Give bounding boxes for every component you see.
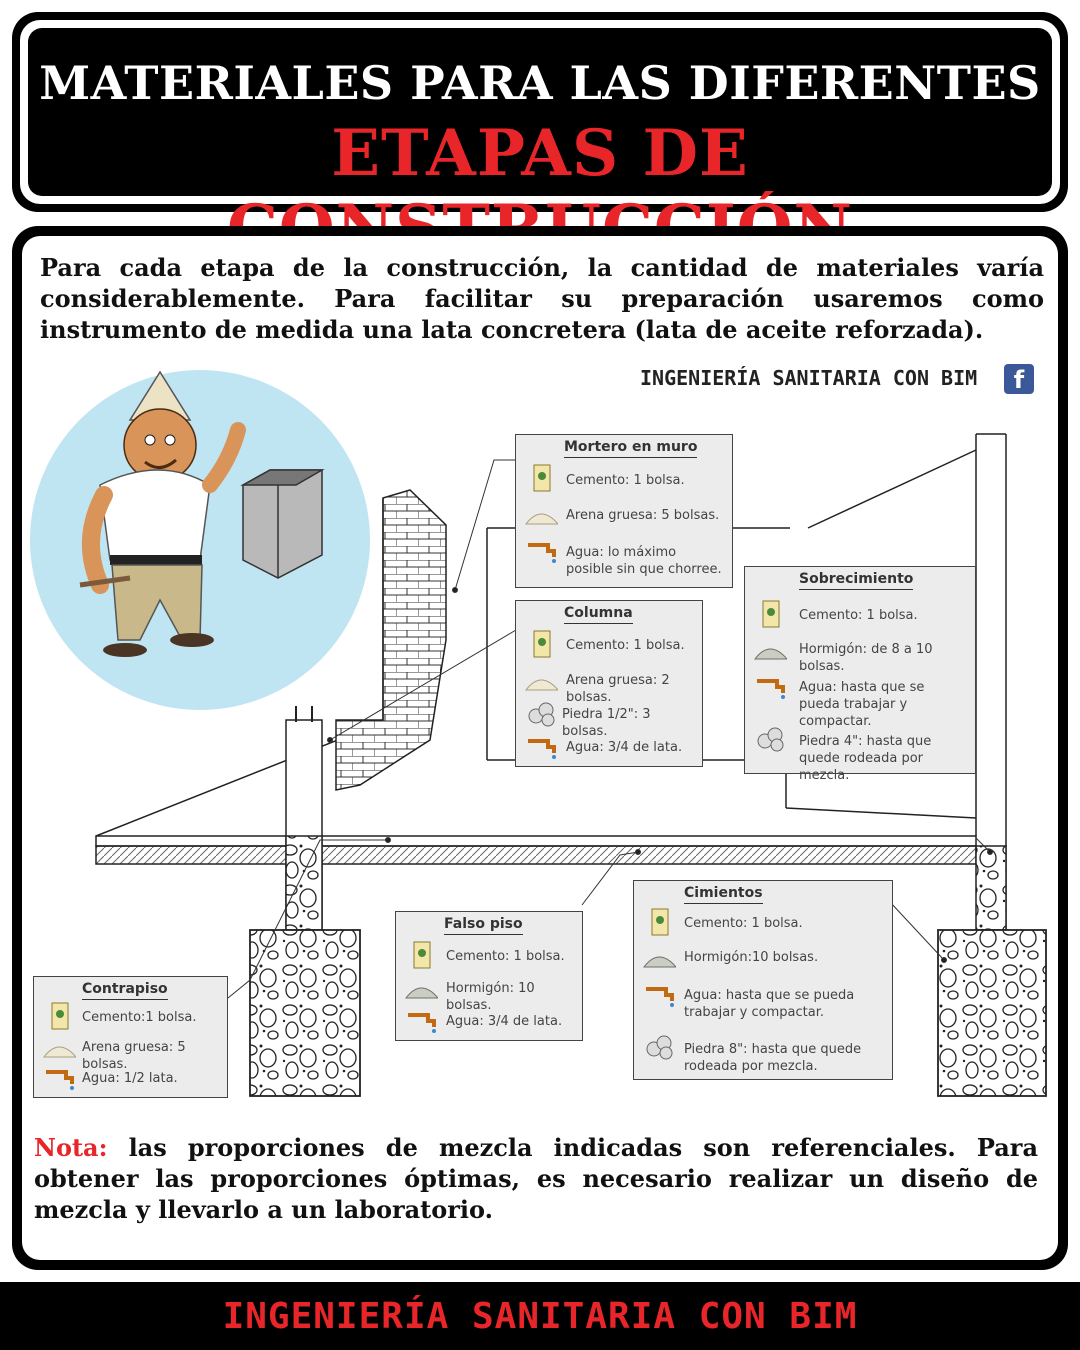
box-title: Cimientos	[684, 885, 763, 904]
material-text: Agua: 3/4 de lata.	[566, 740, 683, 755]
note-paragraph	[34, 1132, 1038, 1225]
sand-pile-icon	[524, 664, 558, 694]
material-text: Piedra 1/2": 3 bolsas.	[562, 707, 651, 739]
material-text: Arena gruesa: 5 bolsas.	[82, 1040, 186, 1072]
material-row	[516, 664, 698, 705]
box-title: Contrapiso	[82, 981, 168, 1000]
material-row	[634, 907, 888, 941]
material-row	[396, 972, 578, 1013]
material-row	[634, 979, 888, 1019]
material-row	[396, 940, 578, 974]
material-text: Agua: 3/4 de lata.	[446, 1014, 563, 1029]
material-text: Piedra 8": hasta que quede rodeada por mezcla.	[684, 1042, 862, 1074]
box-title: Falso piso	[444, 916, 523, 935]
material-row	[34, 1062, 223, 1096]
cement-bag-icon	[642, 907, 676, 937]
material-row	[745, 599, 971, 633]
aggregate-pile-icon	[404, 972, 438, 1002]
box-title: Sobrecimiento	[799, 571, 913, 590]
material-row	[516, 629, 698, 663]
cement-bag-icon	[404, 940, 438, 970]
material-row	[634, 941, 888, 975]
brand-watermark: INGENIERÍA SANITARIA CON BIM	[640, 366, 978, 390]
material-text: Arena gruesa: 2 bolsas.	[566, 673, 670, 705]
water-faucet-icon	[524, 535, 558, 565]
material-row	[516, 535, 728, 579]
material-text: Cemento:1 bolsa.	[82, 1010, 197, 1025]
material-text: Cemento: 1 bolsa.	[684, 916, 803, 931]
material-row	[634, 1031, 888, 1074]
footer-brand: INGENIERÍA SANITARIA CON BIM	[222, 1296, 858, 1337]
material-text: Arena gruesa: 5 bolsas.	[566, 508, 720, 523]
material-row	[34, 1001, 223, 1035]
note-label: Nota:	[34, 1133, 108, 1162]
note-text: las proporciones de mezcla indicadas son referenciales. Para obtener las proporciones óptimas, es necesario realizar un diseño de mezcla y llevarlo a un laboratorio.	[34, 1133, 1038, 1224]
footing-left	[250, 930, 360, 1096]
box-title: Columna	[564, 605, 633, 624]
concrete-can-icon	[243, 470, 322, 578]
box-contrapiso	[33, 976, 228, 1098]
cement-bag-icon	[524, 629, 558, 659]
material-row	[516, 498, 728, 532]
water-faucet-icon	[42, 1062, 76, 1092]
cement-bag-icon	[753, 599, 787, 629]
material-text: Hormigón:10 bolsas.	[684, 950, 819, 965]
material-text: Cemento: 1 bolsa.	[446, 949, 565, 964]
material-row	[516, 698, 698, 739]
material-row	[745, 671, 971, 729]
title-line-2: ETAPAS DE	[331, 116, 749, 191]
material-row	[34, 1031, 223, 1072]
footer-bar	[0, 1282, 1080, 1350]
gravel-stone-icon	[753, 723, 787, 753]
material-text: Cemento: 1 bolsa.	[799, 608, 918, 623]
box-title: Mortero en muro	[564, 439, 697, 458]
material-text: Hormigón: de 8 a 10 bolsas.	[799, 642, 933, 674]
material-row	[745, 633, 971, 674]
box-columna	[515, 600, 703, 767]
title-line-1: MATERIALES PARA LAS DIFERENTES	[39, 56, 1041, 110]
material-text: Agua: lo máximo posible sin que chorree.	[566, 545, 722, 577]
sand-pile-icon	[42, 1031, 76, 1061]
gravel-stone-icon	[642, 1031, 676, 1061]
floor-slab	[96, 836, 976, 864]
facebook-icon: f	[1004, 364, 1034, 394]
sand-pile-icon	[524, 498, 558, 528]
material-text: Cemento: 1 bolsa.	[566, 473, 685, 488]
material-text: Cemento: 1 bolsa.	[566, 638, 685, 653]
material-text: Agua: hasta que se pueda trabajar y compactar.	[684, 988, 855, 1020]
box-mortero-en-muro	[515, 434, 733, 588]
column-right	[976, 846, 1006, 930]
material-text: Piedra 4": hasta que quede rodeada por mezcla.	[799, 734, 932, 783]
water-faucet-icon	[524, 731, 558, 761]
aggregate-pile-icon	[753, 633, 787, 663]
material-row	[516, 731, 698, 765]
material-row	[745, 723, 971, 783]
water-faucet-icon	[642, 979, 676, 1009]
gravel-stone-icon	[524, 698, 558, 728]
footing-right	[938, 930, 1046, 1096]
material-row	[516, 463, 728, 497]
box-falso-piso	[395, 911, 583, 1041]
cement-bag-icon	[42, 1001, 76, 1031]
box-cimientos	[633, 880, 893, 1080]
material-text: Hormigón: 10 bolsas.	[446, 981, 535, 1013]
material-row	[396, 1005, 578, 1039]
water-faucet-icon	[404, 1005, 438, 1035]
material-text: Agua: 1/2 lata.	[82, 1071, 178, 1086]
box-sobrecimiento	[744, 566, 976, 783]
intro-paragraph: Para cada etapa de la construcción, la cantidad de materiales varía considerablemente. Para facilitar su preparación usaremos como instrumento de medida una lata concretera (lata de aceite reforzada).	[40, 253, 1044, 344]
aggregate-pile-icon	[642, 941, 676, 971]
material-text: Agua: hasta que se pueda trabajar y compactar.	[799, 680, 925, 729]
water-faucet-icon	[753, 671, 787, 701]
cement-bag-icon	[524, 463, 558, 493]
